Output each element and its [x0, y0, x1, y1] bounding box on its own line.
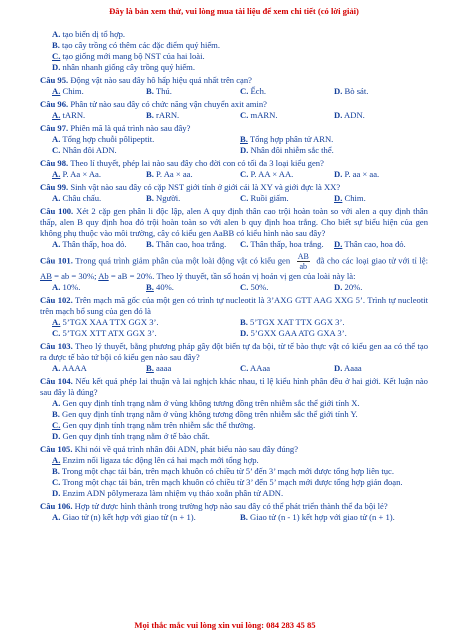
question-95: Câu 95. Động vật nào sau đây hô hấp hiệu quả nhất trên cạn? A. Chim. B. Thú. C. Ếch. D. Bò sát. [40, 75, 369, 96]
genotype-fraction: $\frac{AB}{ab}$ [297, 252, 309, 271]
question-104: Câu 104. Nếu kết quả phép lai thuận và lai nghịch khác nhau, tỉ lệ kiểu hình phân đều ở hai giới. Kết luận nào sau đây là đúng? A. Gen quy định tính trạng nằm ở vùng không tương đồng trên nhiễm sắc thể giới tính X. B. Gen quy định tính trạng nằm ở vùng không tương đồng trên nhiễm sắc thể giới tính Y. C. Gen quy định tính trạng nằm trên nhiễm sắc thể thường. D. Gen quy định tính trạng nằm ở tế bào chất. [40, 376, 428, 441]
question-101: Câu 101. Trong quá trình giảm phân của một loài động vật có kiểu gen $\frac{AB}{ab}$ đã cho các loại giao tử với tỉ lệ: AB = ab = 30%; Ab = aB = 20%. Theo lý thuyết, tần số hoán vị hoán vị gen của loài này là: A. 10%. B. 40%. C. 50%. D. 20%. [40, 252, 428, 292]
preview-banner: Đây là bản xem thử, vui lòng mua tài liệu để xem chi tiết (có lời giải) [109, 6, 359, 16]
q94-option-b: B. tạo cây trồng có thêm các đặc điểm quý hiếm. [52, 40, 221, 50]
question-98: Câu 98. Theo lí thuyết, phép lai nào sau đây cho đời con có tối đa 3 loại kiểu gen? A. P. Aa × Aa. B. P. Aa × aa. C. P. AA × AA. D. P. aa × aa. [40, 158, 380, 179]
question-102: Câu 102. Trên mạch mã gốc của một gen có trình tự nucleotit là 3’AXG GTT AAG XXG 5’. Trình tự nucleotit trên mạch bổ sung của gen đó là A. 5’TGX XAA TTX GGX 3’. B. 5’TGX XAT TTX GGX 3’. C. 5’TGX XTT ATX GGX 3’. D. 5’GXX GAA ATG GXA 3’. [40, 295, 428, 338]
q94-option-c: C. tạo giống mới mang bộ NST của hai loài. [52, 51, 205, 61]
q94-option-a: A. tạo biến dị tổ hợp. [52, 29, 126, 39]
question-97: Câu 97. Phiên mã là quá trình nào sau đây? A. Tổng hợp chuỗi pôlipeptit. B. Tổng hợp phân tử ARN. C. Nhân đôi ADN. D. Nhân đôi nhiễm sắc thể. [40, 123, 334, 155]
question-103: Câu 103. Theo lý thuyết, bằng phương pháp gây đột biến tự đa bội, từ tế bào thực vật có kiểu gen aa có thể tạo ra được tế bào tứ bội có kiểu gen nào sau đây? A. AAAA B. aaaa C. AAaa D. Aaaa [40, 341, 428, 373]
question-99: Câu 99. Sinh vật nào sau đây có cặp NST giới tính ở giới cái là XY và giới đực là XX? A. Châu chấu. B. Người. C. Ruồi giấm. D. Chim. [40, 182, 366, 203]
question-106: Câu 106. Hợp tử được hình thành trong trường hợp nào sau đây có thể phát triển thành thể đa bội lẻ? A. Giao tử (n) kết hợp với giao tử (n + 1). B. Giao tử (n - 1) kết hợp với giao tử (n + 1). [40, 501, 395, 522]
question-100: Câu 100. Xét 2 cặp gen phân li độc lập, alen A quy định thân cao trội hoàn toàn so với alen a quy định thân thấp, alen B quy định hoa đỏ trội hoàn toàn so với alen b quy định hoa trắng. Cho biết sự biểu hiện của gen không phụ thuộc vào môi trường, cây có kiểu gen AaBB có kiểu hình nào sau đây? A. Thân thấp, hoa đỏ. B. Thân cao, hoa trắng. C. Thân thấp, hoa trắng. D. Thân cao, hoa đỏ. [40, 206, 428, 249]
contact-footer: Mọi thắc mắc vui lòng xin vui lòng: 084 283 45 85 [134, 620, 316, 630]
q94-option-d: D. nhân nhanh giống cây trồng quý hiếm. [52, 62, 195, 72]
question-105: Câu 105. Khi nói về quá trình nhân đôi ADN, phát biểu nào sau đây đúng? A. Enzim nối ligaza tác động lên cả hai mạch mới tổng hợp. B. Trong một chạc tái bản, trên mạch khuôn có chiều từ 5’ đến 3’ mạch mới được tổng hợp liên tục. C. Trong một chạc tái bản, trên mạch khuôn có chiều từ 3’ đến 5’ mạch mới được tổng hợp gián đoạn. D. Enzim ADN pôlymeraza làm nhiệm vụ tháo xoắn phân tử ADN. [40, 444, 403, 498]
q94-options [40, 29, 428, 73]
question-96: Câu 96. Phân tử nào sau đây có chức năng vận chuyển axit amin? A. tARN. B. rARN. C. mARN. D. ADN. [40, 99, 365, 120]
